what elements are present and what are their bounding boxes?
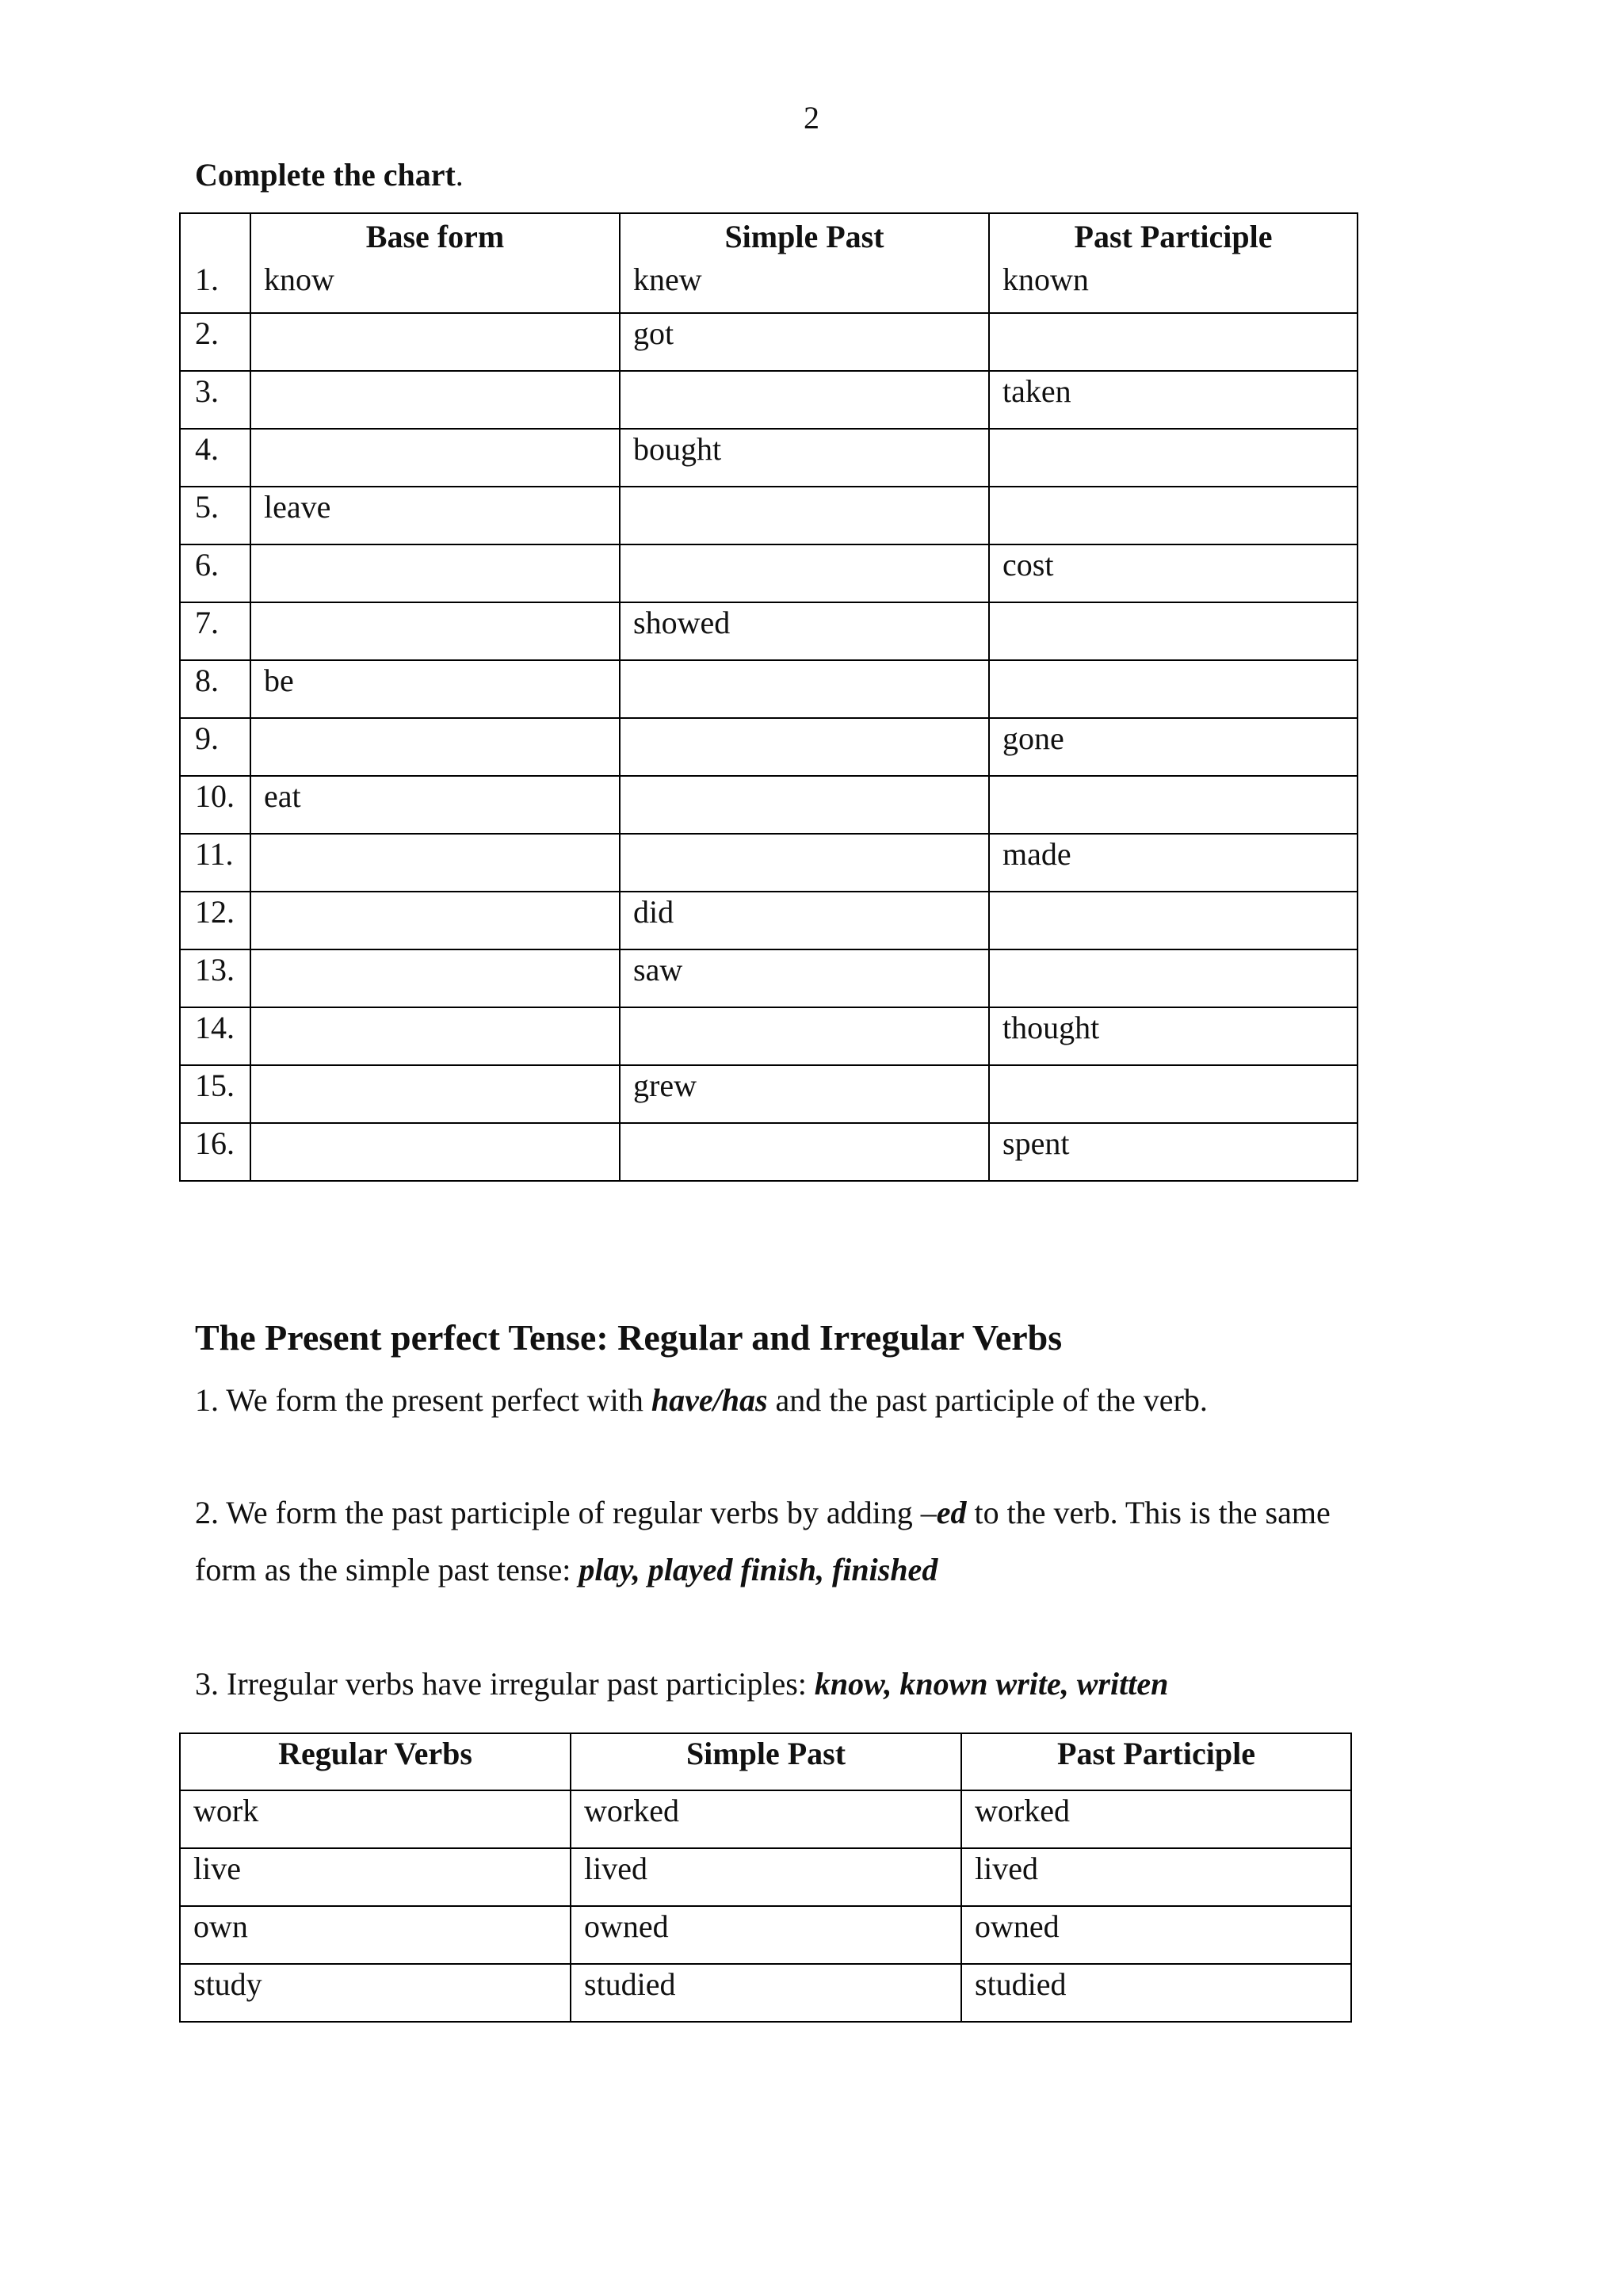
simple-past-cell: lived (571, 1848, 961, 1906)
row-number: 7. (180, 602, 250, 660)
simple-past-cell: worked (571, 1790, 961, 1848)
rule-3-examples: know, known write, written (814, 1666, 1169, 1702)
past-participle-cell: spent (989, 1123, 1358, 1181)
simple-past-cell (620, 1007, 989, 1065)
past-participle-cell (989, 602, 1358, 660)
table-row (180, 834, 1358, 892)
simple-past-cell (620, 718, 989, 776)
header-past-participle: Past Participle (989, 213, 1358, 260)
simple-past-cell (620, 544, 989, 602)
regular-verbs-body (180, 1790, 1351, 2022)
past-participle-cell: thought (989, 1007, 1358, 1065)
row-number: 13. (180, 949, 250, 1007)
past-participle-cell: owned (961, 1906, 1351, 1964)
row-number: 2. (180, 313, 250, 371)
base-form-cell (250, 949, 620, 1007)
table-row (180, 544, 1358, 602)
base-form-cell (250, 429, 620, 487)
simple-past-cell (620, 660, 989, 718)
simple-past-cell: showed (620, 602, 989, 660)
table-row (180, 313, 1358, 371)
section-title: The Present perfect Tense: Regular and Irregular Verbs (195, 1317, 1063, 1358)
past-participle-cell: lived (961, 1848, 1351, 1906)
base-form-cell: eat (250, 776, 620, 834)
past-participle-cell: taken (989, 371, 1358, 429)
base-form-cell (250, 834, 620, 892)
base-form-cell (250, 371, 620, 429)
row-number: 14. (180, 1007, 250, 1065)
header-simple-past: Simple Past (571, 1733, 961, 1790)
row-number: 9. (180, 718, 250, 776)
base-form-cell (250, 602, 620, 660)
instruction-text: Complete the chart (195, 157, 456, 193)
past-participle-cell: cost (989, 544, 1358, 602)
instruction (195, 155, 464, 195)
row-number: 3. (180, 371, 250, 429)
past-participle-cell (989, 660, 1358, 718)
past-participle-cell: worked (961, 1790, 1351, 1848)
table-row (180, 1964, 1351, 2022)
past-participle-cell (989, 949, 1358, 1007)
table-row (180, 949, 1358, 1007)
table-row (180, 260, 1358, 313)
past-participle-cell (989, 776, 1358, 834)
past-participle-cell (989, 1065, 1358, 1123)
table-row (180, 602, 1358, 660)
regular-verbs-table (179, 1733, 1352, 2023)
row-number: 6. (180, 544, 250, 602)
rule-3-text: 3. Irregular verbs have irregular past participles: (195, 1666, 815, 1702)
rule-2-text-end: to the verb. This is the same (966, 1495, 1331, 1530)
table-row (180, 1790, 1351, 1848)
header-past-participle: Past Participle (961, 1733, 1351, 1790)
rule-2-line-1 (195, 1493, 1331, 1533)
verb-chart-exercise (179, 212, 1358, 1182)
regular-verb-cell: own (180, 1906, 571, 1964)
header-simple-past: Simple Past (620, 213, 989, 260)
table-row (180, 371, 1358, 429)
base-form-cell (250, 1123, 620, 1181)
base-form-cell: be (250, 660, 620, 718)
base-form-cell: leave (250, 487, 620, 544)
header-number (180, 213, 250, 260)
past-participle-cell (989, 892, 1358, 949)
simple-past-cell (620, 371, 989, 429)
table-row (180, 487, 1358, 544)
table-row (180, 429, 1358, 487)
simple-past-cell: studied (571, 1964, 961, 2022)
table-row (180, 1906, 1351, 1964)
simple-past-cell: knew (620, 260, 989, 313)
base-form-cell (250, 892, 620, 949)
past-participle-cell (989, 487, 1358, 544)
base-form-cell (250, 1007, 620, 1065)
rule-1-text: 1. We form the present perfect with (195, 1382, 651, 1418)
rule-1-emphasis: have/has (651, 1382, 768, 1418)
past-participle-cell (989, 429, 1358, 487)
rule-2-line-2 (195, 1550, 938, 1590)
chart-header-row (180, 213, 1358, 260)
simple-past-cell: owned (571, 1906, 961, 1964)
base-form-cell (250, 1065, 620, 1123)
row-number: 8. (180, 660, 250, 718)
table-row (180, 1848, 1351, 1906)
instruction-suffix: . (455, 157, 464, 193)
base-form-cell (250, 544, 620, 602)
header-regular-verbs: Regular Verbs (180, 1733, 571, 1790)
simple-past-cell (620, 1123, 989, 1181)
rule-2-text: 2. We form the past participle of regular verbs by adding – (195, 1495, 937, 1530)
row-number: 5. (180, 487, 250, 544)
simple-past-cell (620, 487, 989, 544)
base-form-cell (250, 718, 620, 776)
row-number: 16. (180, 1123, 250, 1181)
simple-past-cell: did (620, 892, 989, 949)
simple-past-cell (620, 776, 989, 834)
chart-body (180, 260, 1358, 1181)
row-number: 11. (180, 834, 250, 892)
rule-2-line-2-text: form as the simple past tense: (195, 1552, 579, 1587)
regular-verb-cell: live (180, 1848, 571, 1906)
past-participle-cell: known (989, 260, 1358, 313)
table-row (180, 718, 1358, 776)
past-participle-cell: studied (961, 1964, 1351, 2022)
rule-1 (195, 1381, 1208, 1420)
regular-verbs-header-row (180, 1733, 1351, 1790)
regular-verb-cell: work (180, 1790, 571, 1848)
simple-past-cell: got (620, 313, 989, 371)
base-form-cell (250, 313, 620, 371)
base-form-cell: know (250, 260, 620, 313)
table-row (180, 660, 1358, 718)
rule-2-examples: play, played finish, finished (579, 1552, 938, 1587)
row-number: 12. (180, 892, 250, 949)
table-row (180, 776, 1358, 834)
past-participle-cell: gone (989, 718, 1358, 776)
simple-past-cell: bought (620, 429, 989, 487)
row-number: 4. (180, 429, 250, 487)
rule-3 (195, 1664, 1168, 1704)
rule-1-text-end: and the past participle of the verb. (767, 1382, 1208, 1418)
past-participle-cell: made (989, 834, 1358, 892)
row-number: 10. (180, 776, 250, 834)
simple-past-cell (620, 834, 989, 892)
table-row (180, 1123, 1358, 1181)
page-number: 2 (804, 100, 819, 136)
table-row (180, 892, 1358, 949)
regular-verb-cell: study (180, 1964, 571, 2022)
header-base-form: Base form (250, 213, 620, 260)
row-number: 1. (180, 260, 250, 313)
row-number: 15. (180, 1065, 250, 1123)
table-row (180, 1007, 1358, 1065)
past-participle-cell (989, 313, 1358, 371)
rule-2-emphasis: ed (936, 1495, 967, 1530)
simple-past-cell: grew (620, 1065, 989, 1123)
table-row (180, 1065, 1358, 1123)
simple-past-cell: saw (620, 949, 989, 1007)
